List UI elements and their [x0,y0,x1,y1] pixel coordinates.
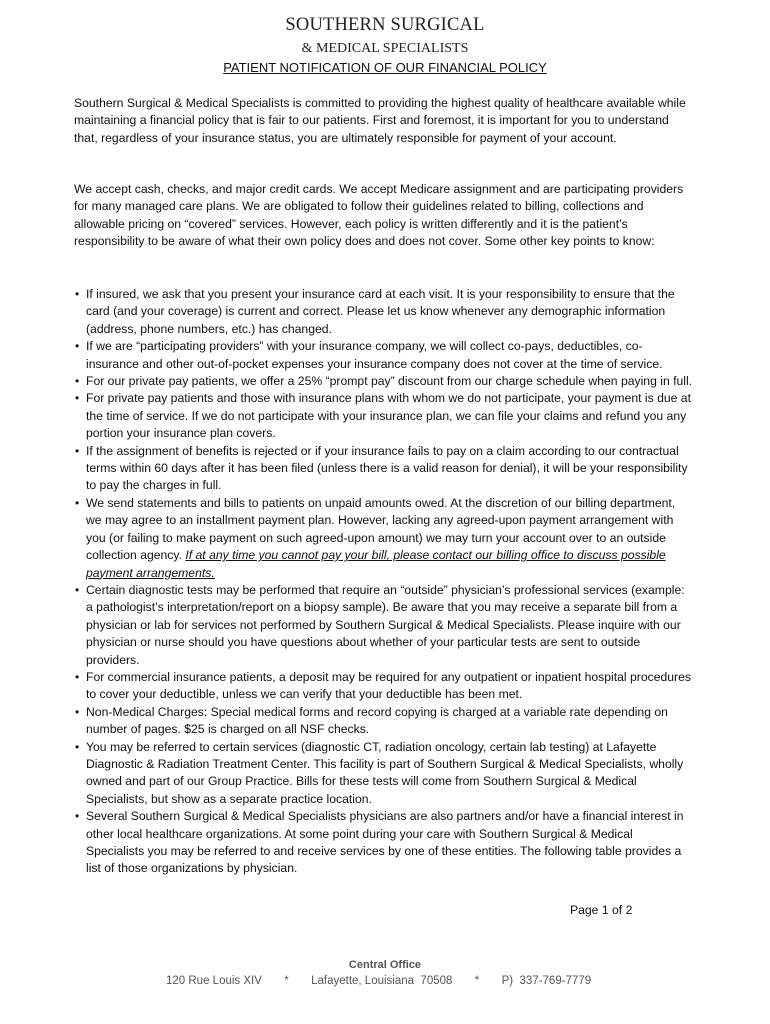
company-name: SOUTHERN SURGICAL [285,15,485,35]
bullet-icon: • [75,391,80,406]
bullet-text: If we are “participating providers” with your insurance company, we will collect co-pays, deductibles, co-insurance and other out-of-pocket expenses your insurance company does not cover at the time of service. [86,339,663,371]
intro-paragraph: Southern Surgical & Medical Specialists is committed to providing the highest quality of healthcare available while maintaining a financial policy that is fair to our patients. First and foremost, it is important for you to understand that, regardless of your insurance status, you are ultimately responsible for payment of your account. [74,96,686,145]
bullet-icon: • [75,495,80,510]
bullet-item [74,338,694,373]
page-number: Page 1 of 2 [570,903,633,917]
bullet-item [74,739,694,809]
bullet-text: You may be referred to certain services (diagnostic CT, radiation oncology, certain lab testing) at Lafayette Diagnostic & Radiation Treatment Center. This facility is part of Southern Surgical & Medical Specialists, wholly owned and part of our Group Practice. Bills for these tests will come from Southern Surgical & Medical Specialists, but show as a separate practice location. [86,739,684,806]
bullet-text: For our private pay patients, we offer a 25% “prompt pay” discount from our charge schedule when paying in full. [86,374,693,389]
bullet-icon: • [75,582,80,597]
bullet-item [74,373,694,390]
bullet-text: Non-Medical Charges: Special medical forms and record copying is charged at a variable rate depending on number of pages. $25 is charged on all NSF checks. [86,704,668,737]
bullet-text: If the assignment of benefits is rejected or if your insurance fails to pay on a claim according to our contractual terms within 60 days after it has been filed (unless there is a valid reason for denial), it will be your responsibility to pay the charges in full. [86,443,688,493]
bullet-icon: • [75,287,80,301]
bullet-item [74,704,694,739]
bullet-text: Certain diagnostic tests may be performed that require an “outside” physician’s professional services (example: a pathologist’s interpretation/report on a biopsy sample). Be aware that you may receive a separate bill from a physician or lab for services not performed by Southern Surgical & Medical Specialists. Please inquire with our physician or nurse should you have questions about whether of your particular tests are sent to outside providers. [86,582,685,667]
bullet-icon: • [75,739,80,754]
bullet-item [74,495,694,582]
bullet-icon: • [75,704,80,719]
billing-contact-emphasis: If at any time you cannot pay your bill, please contact our billing office to discuss possible payment arrangements. [86,548,666,580]
payment-paragraph: We accept cash, checks, and major credit cards. We accept Medicare assignment and are participating providers for many managed care plans. We are obligated to follow their guidelines related to billing, collections and allowable pricing on “covered” services. However, each policy is written differently and it is the patient’s responsibility to be aware of what their own policy does and does not cover. Some other key points to know: [74,182,684,249]
bullet-item [74,582,694,669]
bullet-icon: • [75,374,80,389]
bullet-text: For commercial insurance patients, a deposit may be required for any outpatient or inpatient hospital procedures to cover your deductible, unless we can verify that your deductible has been met. [86,669,691,702]
bullet-item [74,286,694,338]
bullet-icon: • [75,809,80,824]
footer-address: 120 Rue Louis XIV * Lafayette, Louisiana 70508 * P) 337-769-7779 [166,975,592,987]
document-title: PATIENT NOTIFICATION OF OUR FINANCIAL POLICY [223,60,547,75]
bullet-text: For private pay patients and those with insurance plans with whom we do not participate, your payment is due at the time of service. If we do not participate with your insurance plan, we can file your claims and refund you any portion your insurance plan covers. [86,391,691,441]
bullet-text: We send statements and bills to patients on unpaid amounts owed. At the discretion of our billing department, we may agree to an installment payment plan. However, lacking any agreed-upon payment arrangement with you (or failing to make payment on such agreed-upon amount) we may turn your account over to an outside collection agency. [86,495,676,563]
bullet-text: Several Southern Surgical & Medical Specialists physicians are also partners and/or have a financial interest in other local healthcare organizations. At some point during your care with Southern Surgical & Medical Specialists you may be referred to and receive services by one of these entities. The following table provides a list of those organizations by physician. [86,809,684,876]
bullet-icon: • [75,339,80,354]
bullet-item [74,443,694,495]
company-subtitle: & MEDICAL SPECIALISTS [301,41,469,56]
bullet-item [74,669,694,704]
footer-office-title: Central Office [348,959,422,971]
policy-bullet-list [74,286,694,878]
bullet-text: If insured, we ask that you present your insurance card at each visit. It is your responsibility to ensure that the card (and your coverage) is current and correct. Please let us know whenever any demographic information (address, phone numbers, etc.) has changed. [86,287,675,336]
bullet-item [74,390,694,442]
bullet-icon: • [75,669,80,684]
bullet-icon: • [75,443,80,458]
bullet-item [74,808,694,878]
